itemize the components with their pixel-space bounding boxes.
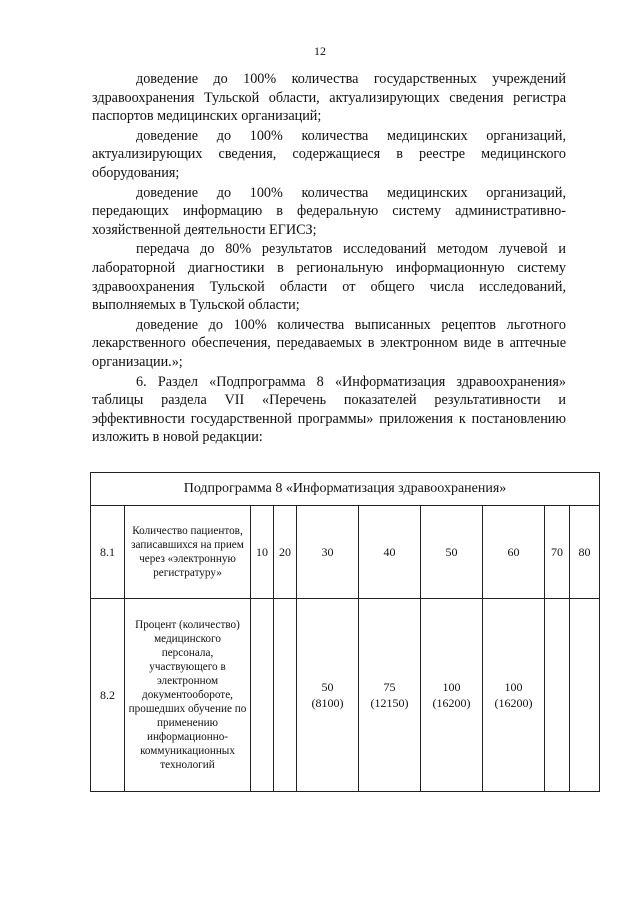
row-value: 30: [297, 506, 359, 599]
table-row: [91, 599, 600, 792]
paragraph-1: доведение до 100% количества государственных учреждений здравоохранения Тульской области, актуализирующих сведения регистра паспортов медицинских организаций;: [92, 71, 566, 125]
row-index: 8.1: [91, 506, 125, 599]
document-body: [92, 70, 566, 448]
row-value: 75 (12150): [359, 599, 421, 792]
row-value: 100 (16200): [483, 599, 545, 792]
row-value: 70: [545, 506, 570, 599]
paragraph-6: 6. Раздел «Подпрограмма 8 «Информатизация здравоохранения» таблицы раздела VII «Перечень показателей результативности и эффективности государственной программы» приложения к постановлению изложить в новой редакции:: [92, 373, 566, 446]
row-value: 10: [251, 506, 274, 599]
row-value: 80: [570, 506, 600, 599]
row-value: [251, 599, 274, 792]
row-value: [274, 599, 297, 792]
row-value: 50: [421, 506, 483, 599]
table-header: Подпрограмма 8 «Информатизация здравоохранения»: [91, 473, 600, 506]
row-value: [570, 599, 600, 792]
paragraph-3: доведение до 100% количества медицинских организаций, передающих информацию в федеральную систему административно-хозяйственной деятельности ЕГИСЗ;: [92, 184, 566, 238]
row-value: 40: [359, 506, 421, 599]
page-number: 12: [314, 44, 326, 58]
table-row: [91, 506, 600, 599]
paragraph-2: доведение до 100% количества медицинских организаций, актуализирующих сведения, содержащиеся в реестре медицинского оборудования;: [92, 127, 566, 181]
row-value: [545, 599, 570, 792]
paragraph-5: доведение до 100% количества выписанных рецептов льготного лекарственного обеспечения, передаваемых в электронном виде в аптечные организации.»;: [92, 316, 566, 370]
row-value: 50 (8100): [297, 599, 359, 792]
row-value: 20: [274, 506, 297, 599]
row-value: 100 (16200): [421, 599, 483, 792]
row-indicator: Количество пациентов, записавшихся на прием через «электронную регистратуру»: [125, 506, 251, 599]
paragraph-4: передача до 80% результатов исследований методом лучевой и лабораторной диагностики в региональную информационную систему здравоохранения Тульской области от общего числа исследований, выполняемых в Тульской области;: [92, 241, 566, 314]
row-index: 8.2: [91, 599, 125, 792]
row-value: 60: [483, 506, 545, 599]
row-indicator: Процент (количество) медицинского персонала, участвующего в электронном документообороте, прошедших обучение по применению информационно-коммуникационных технологий: [125, 599, 251, 792]
indicators-table: [90, 472, 600, 792]
